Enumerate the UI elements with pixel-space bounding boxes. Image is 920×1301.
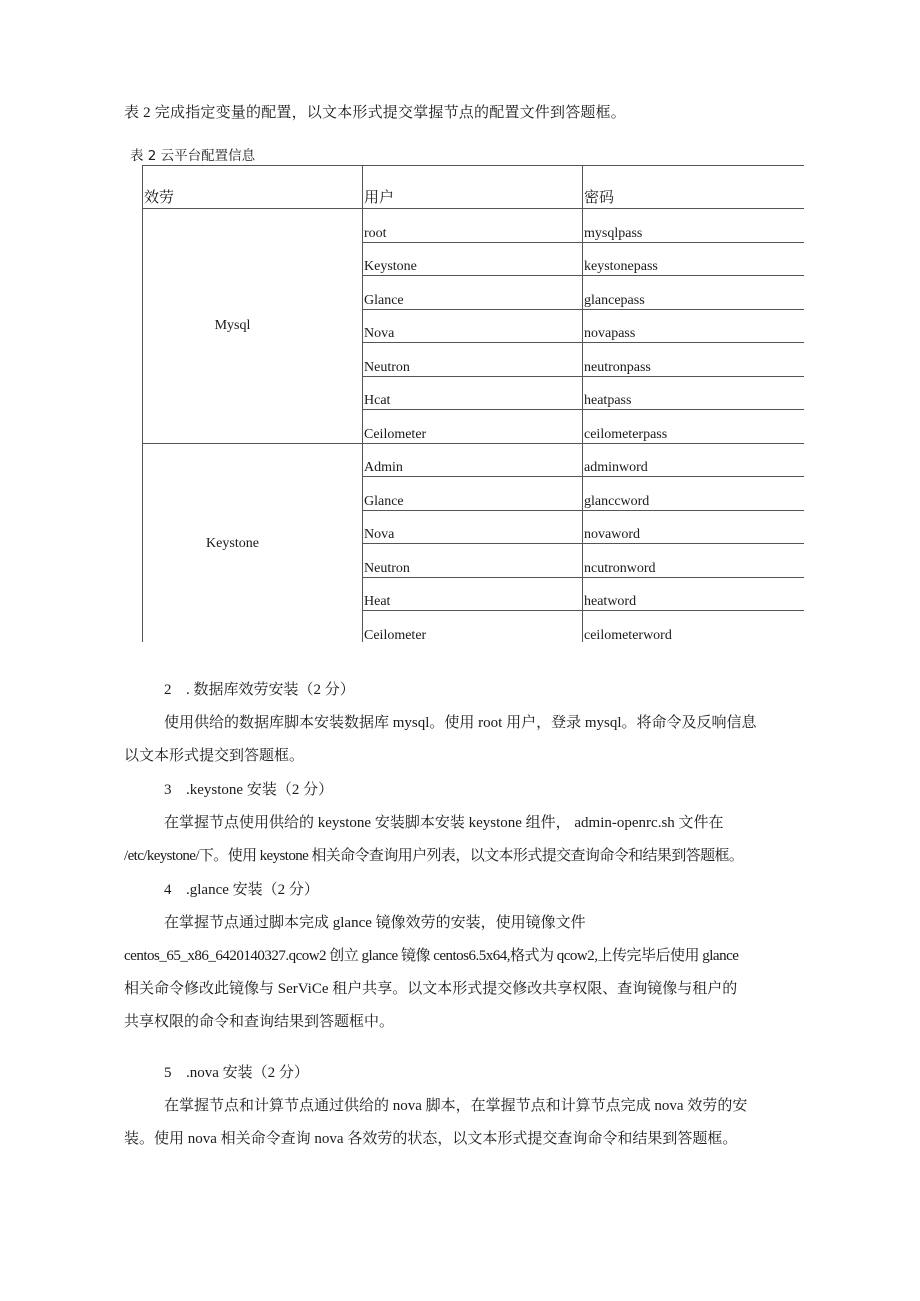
header-user: 用户	[363, 166, 583, 209]
password-cell: glancepass	[583, 276, 805, 310]
table-row	[143, 443, 805, 477]
section-body-line: /etc/keystone/下。使用 keystone 相关命令查询用户列表，以文本形式提交查询命令和结果到答题框。	[124, 848, 744, 864]
password-cell: novapass	[583, 309, 805, 343]
section-title: .keystone 安装（2 分）	[186, 782, 334, 798]
user-cell: Hcat	[363, 376, 583, 410]
user-cell: Neutron	[363, 544, 583, 578]
password-cell: mysqlpass	[583, 209, 805, 243]
password-cell: neutronpass	[583, 343, 805, 377]
section-number: 4	[164, 882, 172, 898]
section-title: .nova 安装（2 分）	[186, 1065, 309, 1081]
section-body-line: 相关命令修改此镜像与 SerViCe 租户共享。以文本形式提交修改共享权限、查询镜像与租户的	[124, 981, 738, 997]
section-body-line: 在掌握节点使用供给的 keystone 安装脚本安装 keystone 组件， admin-openrc.sh 文件在	[164, 815, 724, 831]
user-cell: Nova	[363, 309, 583, 343]
section-keystone-install	[124, 774, 824, 873]
table-header-row	[143, 166, 805, 209]
table-row	[143, 209, 805, 243]
section-heading	[124, 674, 824, 707]
user-cell: Nova	[363, 510, 583, 544]
service-cell-mysql: Mysql	[143, 209, 363, 444]
section-nova-install	[124, 1057, 824, 1156]
section-body-line: centos_65_x86_6420140327.qcow2 创立 glance 镜像 centos6.5x64,格式为 qcow2,上传完毕后使用 glance	[124, 948, 739, 964]
config-table-container	[142, 165, 804, 642]
section-heading	[124, 1057, 824, 1090]
user-cell: Glance	[363, 276, 583, 310]
section-body-line: 以文本形式提交到答题框。	[124, 748, 305, 764]
user-cell: Heat	[363, 577, 583, 611]
section-heading	[124, 774, 824, 807]
section-glance-install	[124, 874, 824, 1039]
password-cell: novaword	[583, 510, 805, 544]
config-table	[142, 165, 804, 642]
service-cell-keystone: Keystone	[143, 443, 363, 642]
password-cell: ceilometerword	[583, 611, 805, 643]
password-cell: keystonepass	[583, 242, 805, 276]
password-cell: heatpass	[583, 376, 805, 410]
intro-paragraph: 表 2 完成指定变量的配置，以文本形式提交掌握节点的配置文件到答题框。	[124, 105, 627, 121]
user-cell: Ceilometer	[363, 611, 583, 643]
section-number: 5	[164, 1065, 172, 1081]
header-password: 密码	[583, 166, 805, 209]
user-cell: Glance	[363, 477, 583, 511]
header-service: 效劳	[143, 166, 363, 209]
password-cell: ncutronword	[583, 544, 805, 578]
user-cell: Ceilometer	[363, 410, 583, 444]
user-cell: Keystone	[363, 242, 583, 276]
section-body-line: 共享权限的命令和查询结果到答题框中。	[124, 1014, 395, 1030]
section-body-line: 在掌握节点和计算节点通过供给的 nova 脚本，在掌握节点和计算节点完成 nova 效劳的安	[164, 1098, 748, 1114]
password-cell: heatword	[583, 577, 805, 611]
table-caption: 表 2 云平台配置信息	[130, 148, 256, 164]
user-cell: Admin	[363, 443, 583, 477]
section-number: 3	[164, 782, 172, 798]
password-cell: adminword	[583, 443, 805, 477]
section-body-line: 装。使用 nova 相关命令查询 nova 各效劳的状态，以文本形式提交查询命令和结果到答题框。	[124, 1131, 738, 1147]
user-cell: Neutron	[363, 343, 583, 377]
section-heading	[124, 874, 824, 907]
section-number: 2	[164, 682, 172, 698]
password-cell: glanccword	[583, 477, 805, 511]
section-title: . 数据库效劳安装（2 分）	[186, 682, 355, 698]
section-database-install	[124, 674, 824, 773]
section-body-line: 使用供给的数据库脚本安装数据库 mysql。使用 root 用户，登录 mysql。将命令及反响信息	[164, 715, 757, 731]
password-cell: ceilometerpass	[583, 410, 805, 444]
section-title: .glance 安装（2 分）	[186, 882, 319, 898]
user-cell: root	[363, 209, 583, 243]
section-body-line: 在掌握节点通过脚本完成 glance 镜像效劳的安装，使用镜像文件	[164, 915, 586, 931]
